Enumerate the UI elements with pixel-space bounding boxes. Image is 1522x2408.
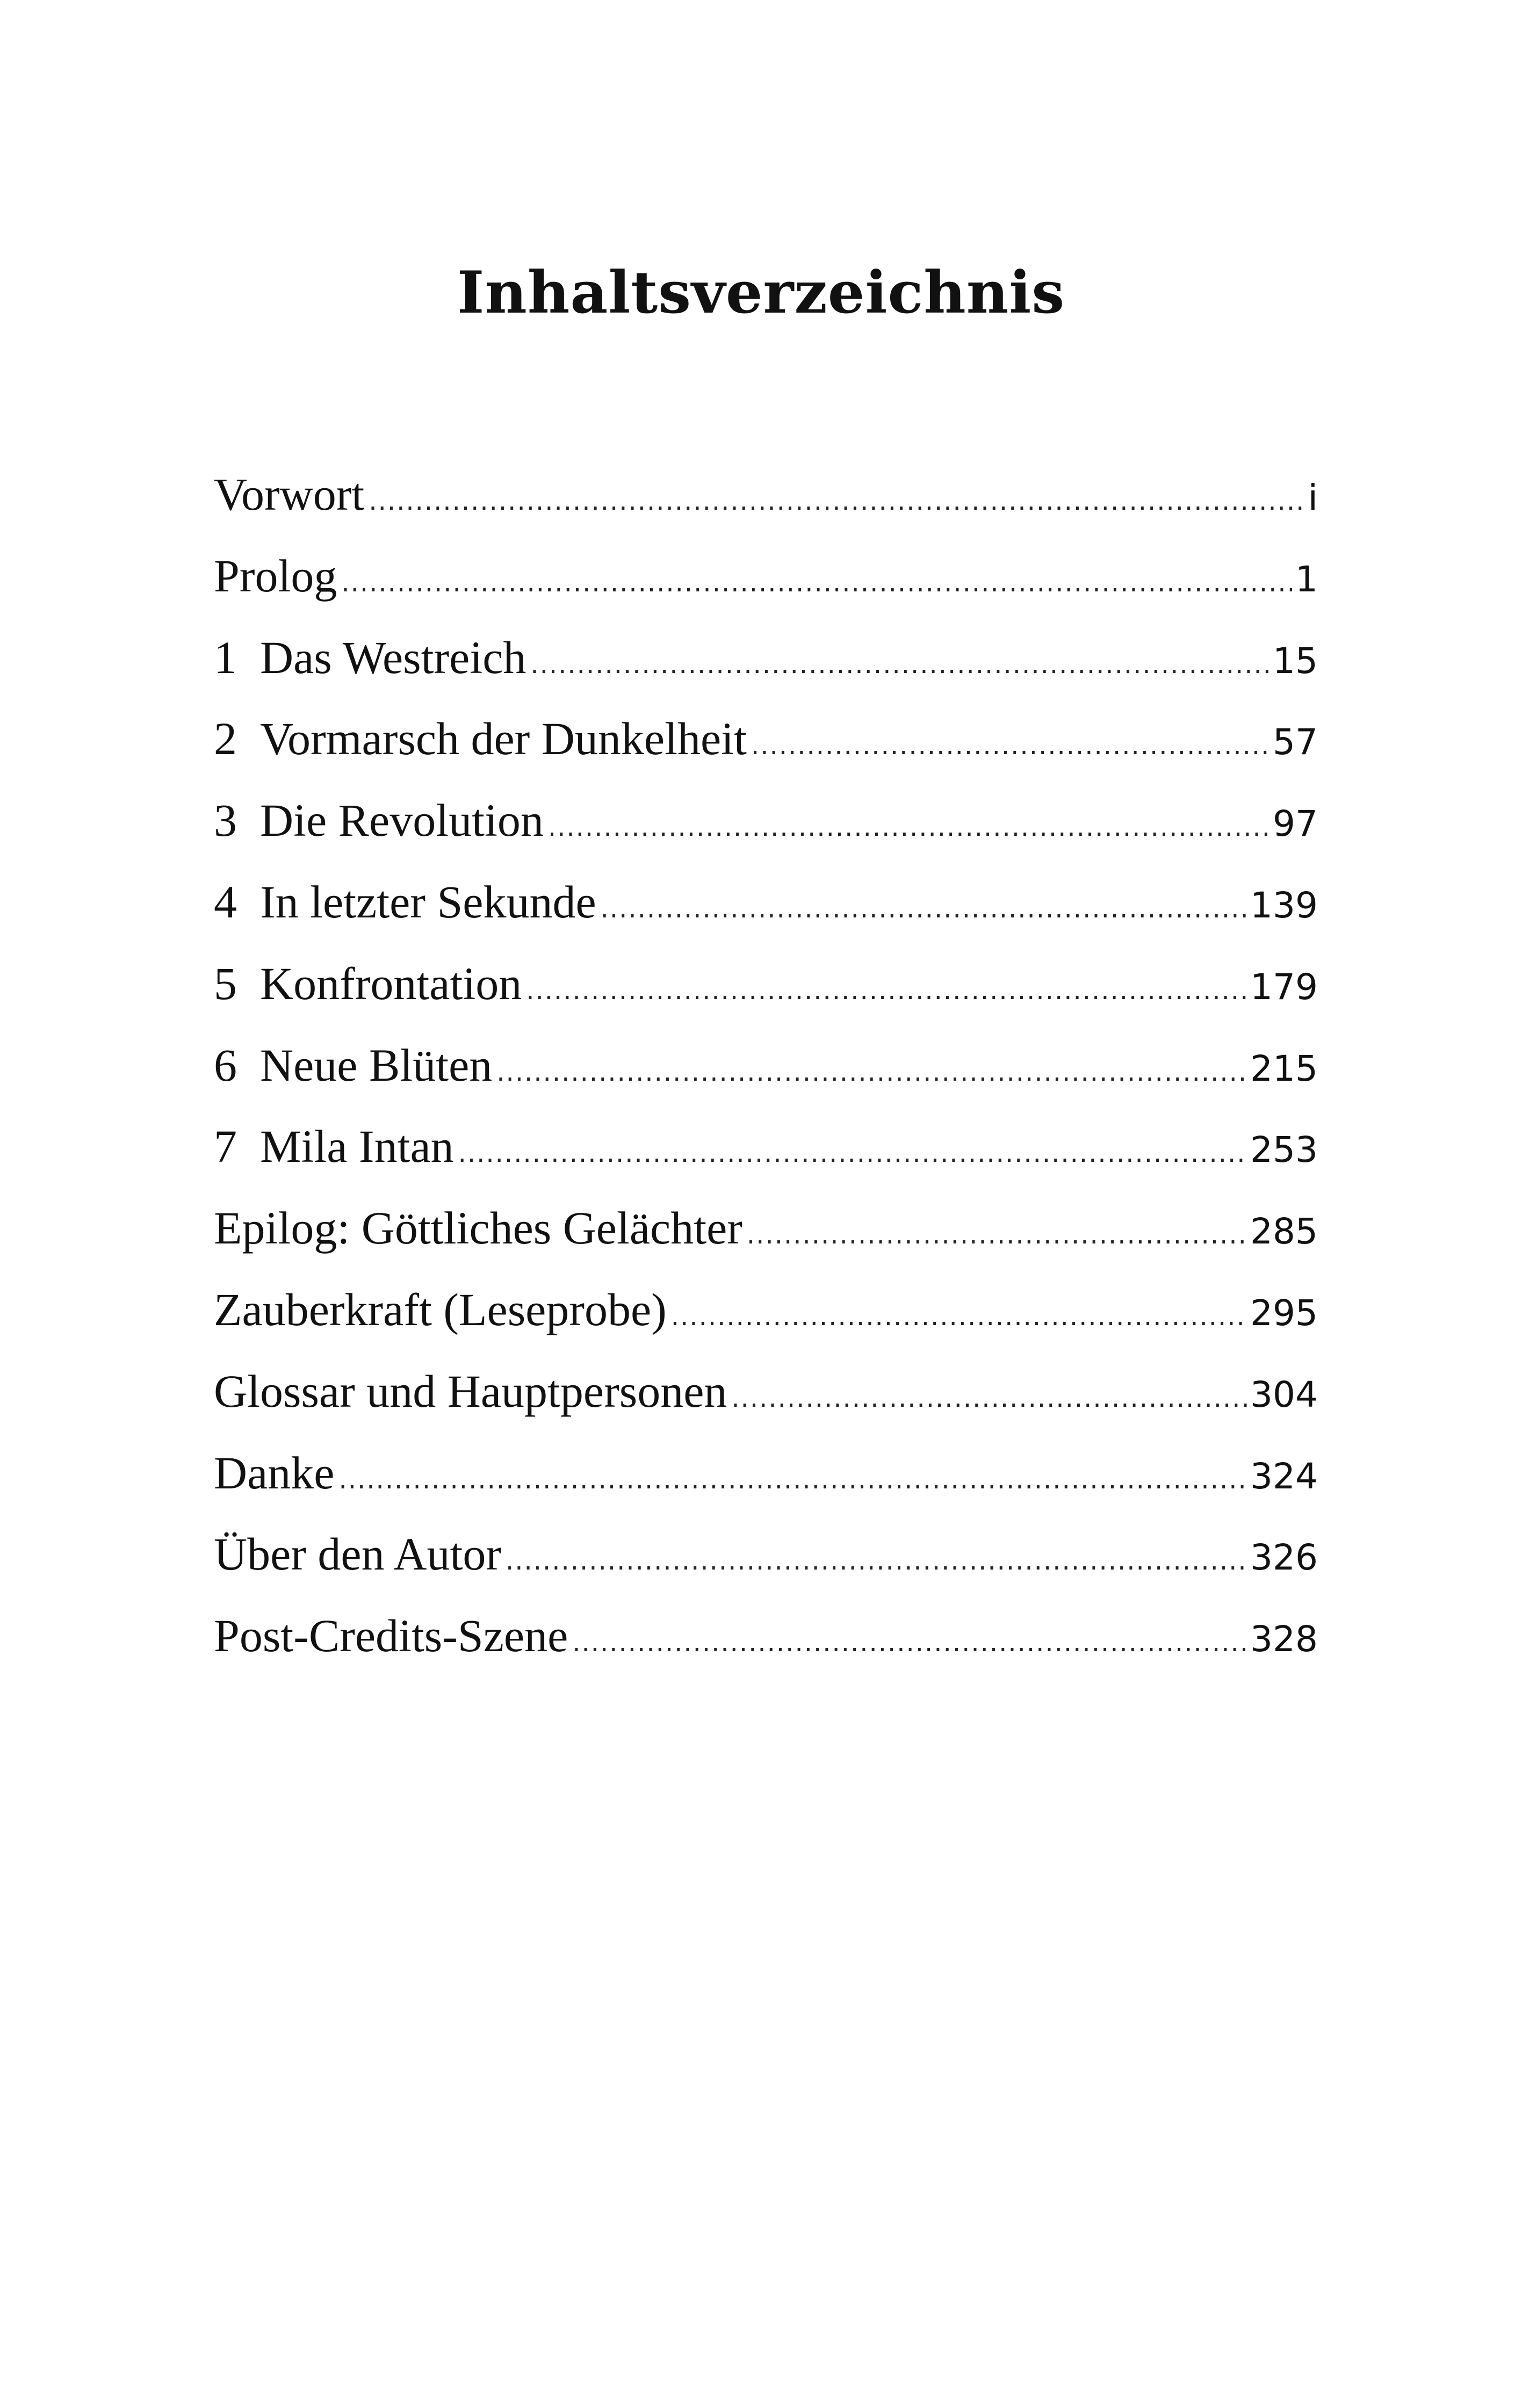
toc-entry-label: 6 Neue Blüten [214,1033,492,1097]
chapter-number: 6 [214,1039,237,1091]
toc-page-number: 215 [1250,1047,1318,1089]
toc-page-number: 253 [1250,1129,1318,1171]
dot-leader [548,795,1269,859]
toc-entry-leseprobe [214,1277,1318,1359]
dot-leader [731,1366,1247,1430]
toc-entry-label: 7 Mila Intan [214,1114,454,1178]
dot-leader [526,958,1247,1023]
toc-page-number: 304 [1250,1373,1318,1415]
toc-entry-vorwort [214,462,1318,544]
toc-entry-chapter-1 [214,625,1318,707]
toc-entry-label: 4 In letzter Sekunde [214,870,596,934]
chapter-number: 1 [214,631,237,683]
toc-entry-chapter-7 [214,1114,1318,1196]
chapter-number: 7 [214,1120,237,1173]
toc-entry-chapter-2 [214,706,1318,788]
dot-leader [341,551,1292,615]
toc-page-number: 326 [1250,1537,1318,1579]
dot-leader [572,1610,1247,1675]
toc-entry-label: Glossar und Hauptpersonen [214,1365,727,1417]
toc-page-number: i [1308,477,1318,518]
dot-leader [530,632,1269,697]
toc-entry-label: 3 Die Revolution [214,788,544,852]
toc-entry-chapter-3 [214,788,1318,870]
toc-entry-chapter-5 [214,951,1318,1033]
toc-entry-chapter-4 [214,870,1318,951]
toc-entry-label: Danke [214,1447,335,1499]
toc-entry-label: Zauberkraft (Leseprobe) [214,1283,667,1335]
dot-leader [601,877,1247,941]
toc-entry-autor [214,1522,1318,1603]
toc-entry-label: Post-Credits-Szene [214,1610,568,1662]
toc-page-number: 328 [1250,1618,1318,1660]
chapter-number: 5 [214,957,237,1009]
toc-page-number: 97 [1273,803,1318,845]
toc-page-number: 139 [1250,884,1318,926]
dot-leader [506,1529,1247,1593]
toc-entry-danke [214,1441,1318,1522]
page-title: Inhaltsverzeichnis [457,259,1065,327]
toc-page-number: 179 [1250,966,1318,1008]
chapter-number: 3 [214,794,237,847]
toc-entry-prolog [214,544,1318,625]
dot-leader [338,1448,1247,1512]
toc-entry-label: 5 Konfrontation [214,951,522,1016]
toc-entry-label: 1 Das Westreich [214,625,526,690]
toc-page-number: 57 [1273,721,1318,763]
toc-entry-chapter-6 [214,1033,1318,1115]
toc-entry-label: Epilog: Göttliches Gelächter [214,1202,742,1254]
toc-entry-label: 2 Vormarsch der Dunkelheit [214,706,747,771]
toc-entry-label: Prolog [214,549,337,602]
dot-leader [747,1203,1247,1267]
toc-entry-glossar [214,1359,1318,1441]
toc-page-number: 324 [1250,1455,1318,1497]
toc-page-number: 1 [1295,558,1318,600]
chapter-number: 4 [214,876,237,928]
toc-page-number: 295 [1250,1292,1318,1334]
dot-leader [496,1040,1247,1104]
chapter-number: 2 [214,713,237,765]
dot-leader [458,1121,1247,1185]
table-of-contents [214,462,1318,1685]
dot-leader [751,713,1269,778]
toc-entry-label: Über den Autor [214,1528,501,1580]
dot-leader [369,469,1304,533]
toc-entry-post-credits [214,1603,1318,1685]
dot-leader [671,1284,1247,1349]
toc-page-number: 285 [1250,1211,1318,1253]
toc-page-number: 15 [1273,640,1318,682]
toc-entry-label: Vorwort [214,468,365,520]
toc-entry-epilog [214,1196,1318,1277]
